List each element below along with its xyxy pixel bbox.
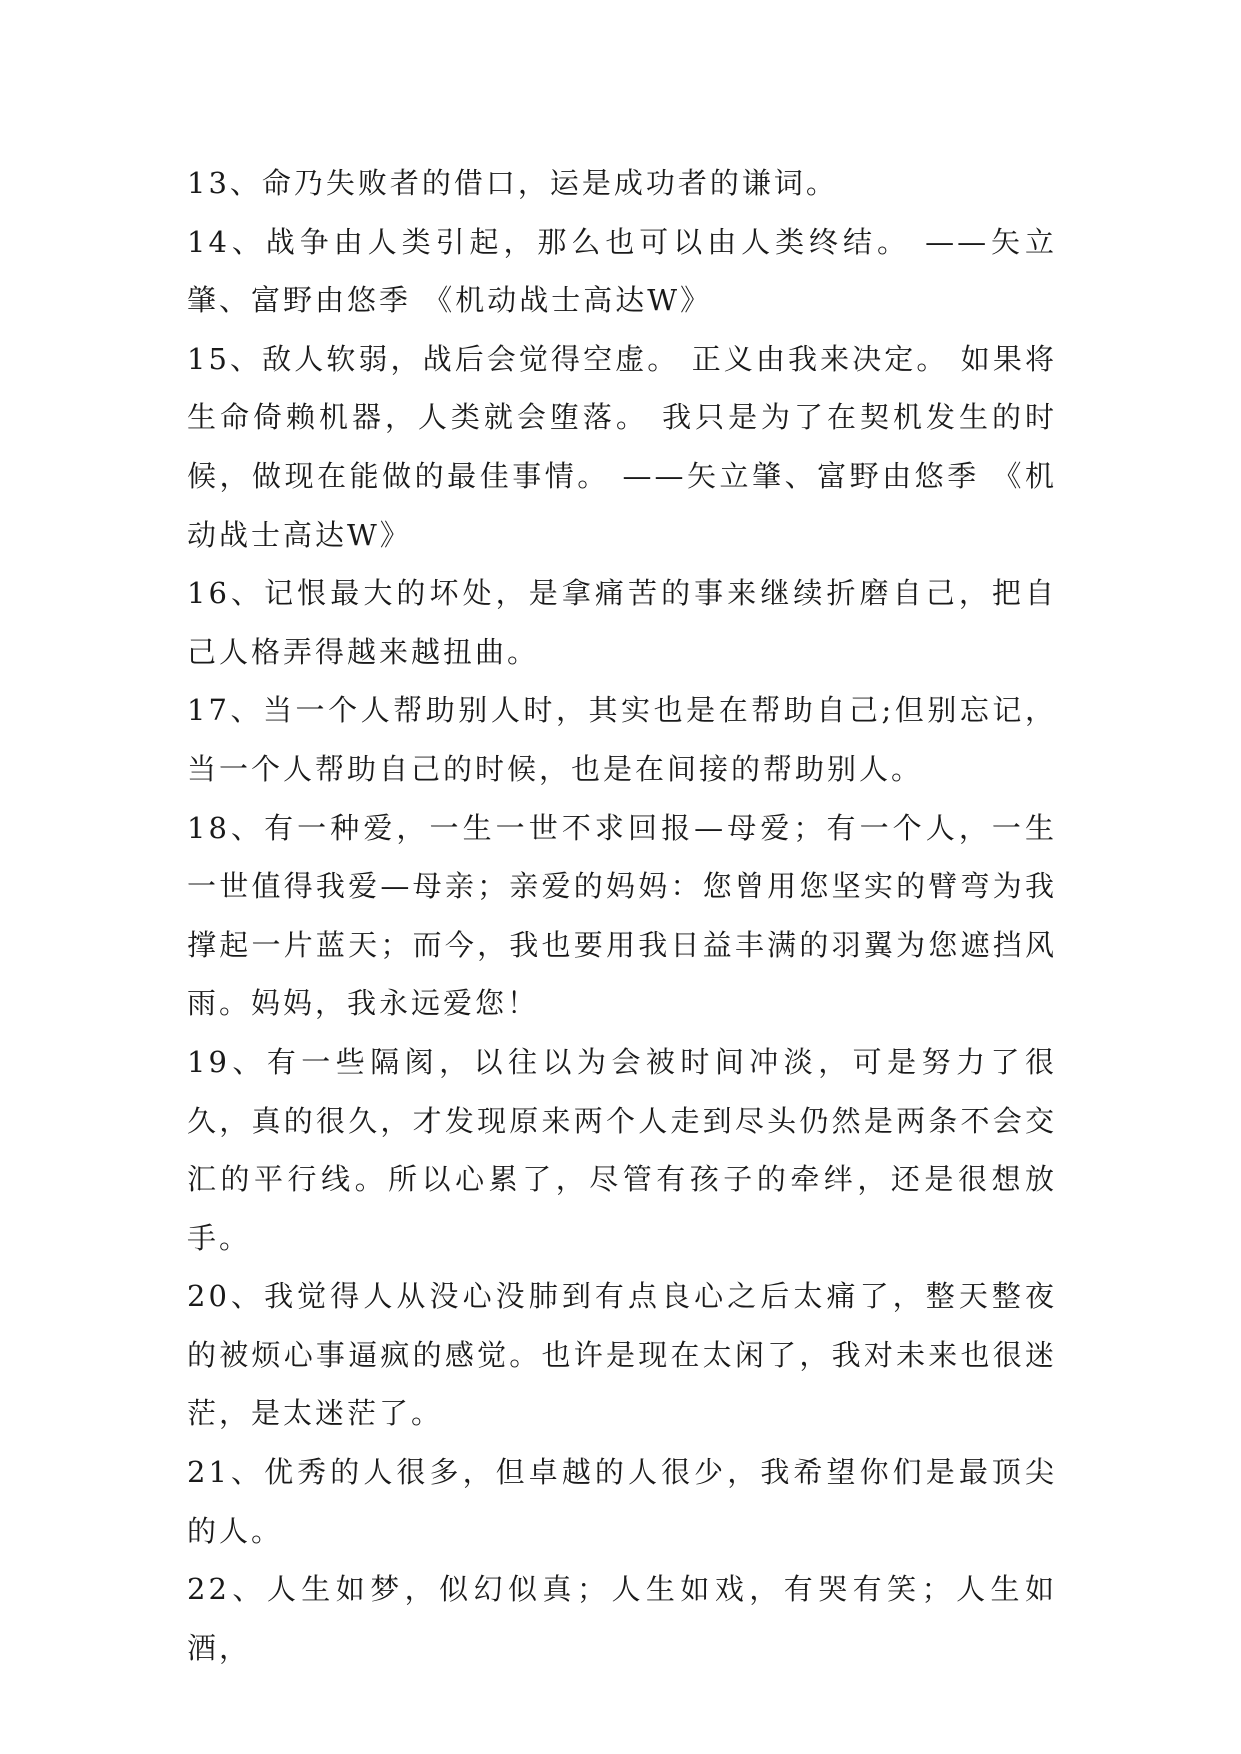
paragraph-21: 21、优秀的人很多，但卓越的人很少，我希望你们是最顶尖的人。 (187, 1455, 1057, 1548)
paragraph-19: 19、有一些隔阂，以往以为会被时间冲淡，可是努力了很久，真的很久，才发现原来两个人走到尽头仍然是两条不会交汇的平行线。所以心累了，尽管有孩子的牵绊，还是很想放手。 (187, 1044, 1057, 1255)
paragraph-14: 14、战争由人类引起，那么也可以由人类终结。 ——矢立肇、富野由悠季 《机动战士高达W》 (187, 224, 1057, 318)
paragraph-13: 13、命乃失败者的借口，运是成功者的谦词。 (187, 166, 838, 200)
document-body (187, 154, 1057, 1677)
paragraph-18: 18、有一种爱，一生一世不求回报—母爱；有一个人，一生一世值得我爱—母亲；亲爱的妈妈：您曾用您坚实的臂弯为我撑起一片蓝天；而今，我也要用我日益丰满的羽翼为您遮挡风雨。妈妈，我永远爱您！ (187, 810, 1057, 1021)
paragraph-15: 15、敌人软弱，战后会觉得空虚。 正义由我来决定。 如果将生命倚赖机器，人类就会堕落。 我只是为了在契机发生的时候，做现在能做的最佳事情。 ——矢立肇、富野由悠季 《机动战士高达W》 (187, 341, 1057, 552)
paragraph-20: 20、我觉得人从没心没肺到有点良心之后太痛了，整天整夜的被烦心事逼疯的感觉。也许是现在太闲了，我对未来也很迷茫，是太迷茫了。 (187, 1279, 1057, 1431)
paragraph-16: 16、记恨最大的坏处，是拿痛苦的事来继续折磨自己，把自己人格弄得越来越扭曲。 (187, 576, 1057, 669)
paragraph-17: 17、当一个人帮助别人时，其实也是在帮助自己;但别忘记，当一个人帮助自己的时候，也是在间接的帮助别人。 (187, 693, 1057, 786)
paragraph-22: 22、人生如梦，似幻似真；人生如戏，有哭有笑；人生如酒， (187, 1572, 1057, 1665)
